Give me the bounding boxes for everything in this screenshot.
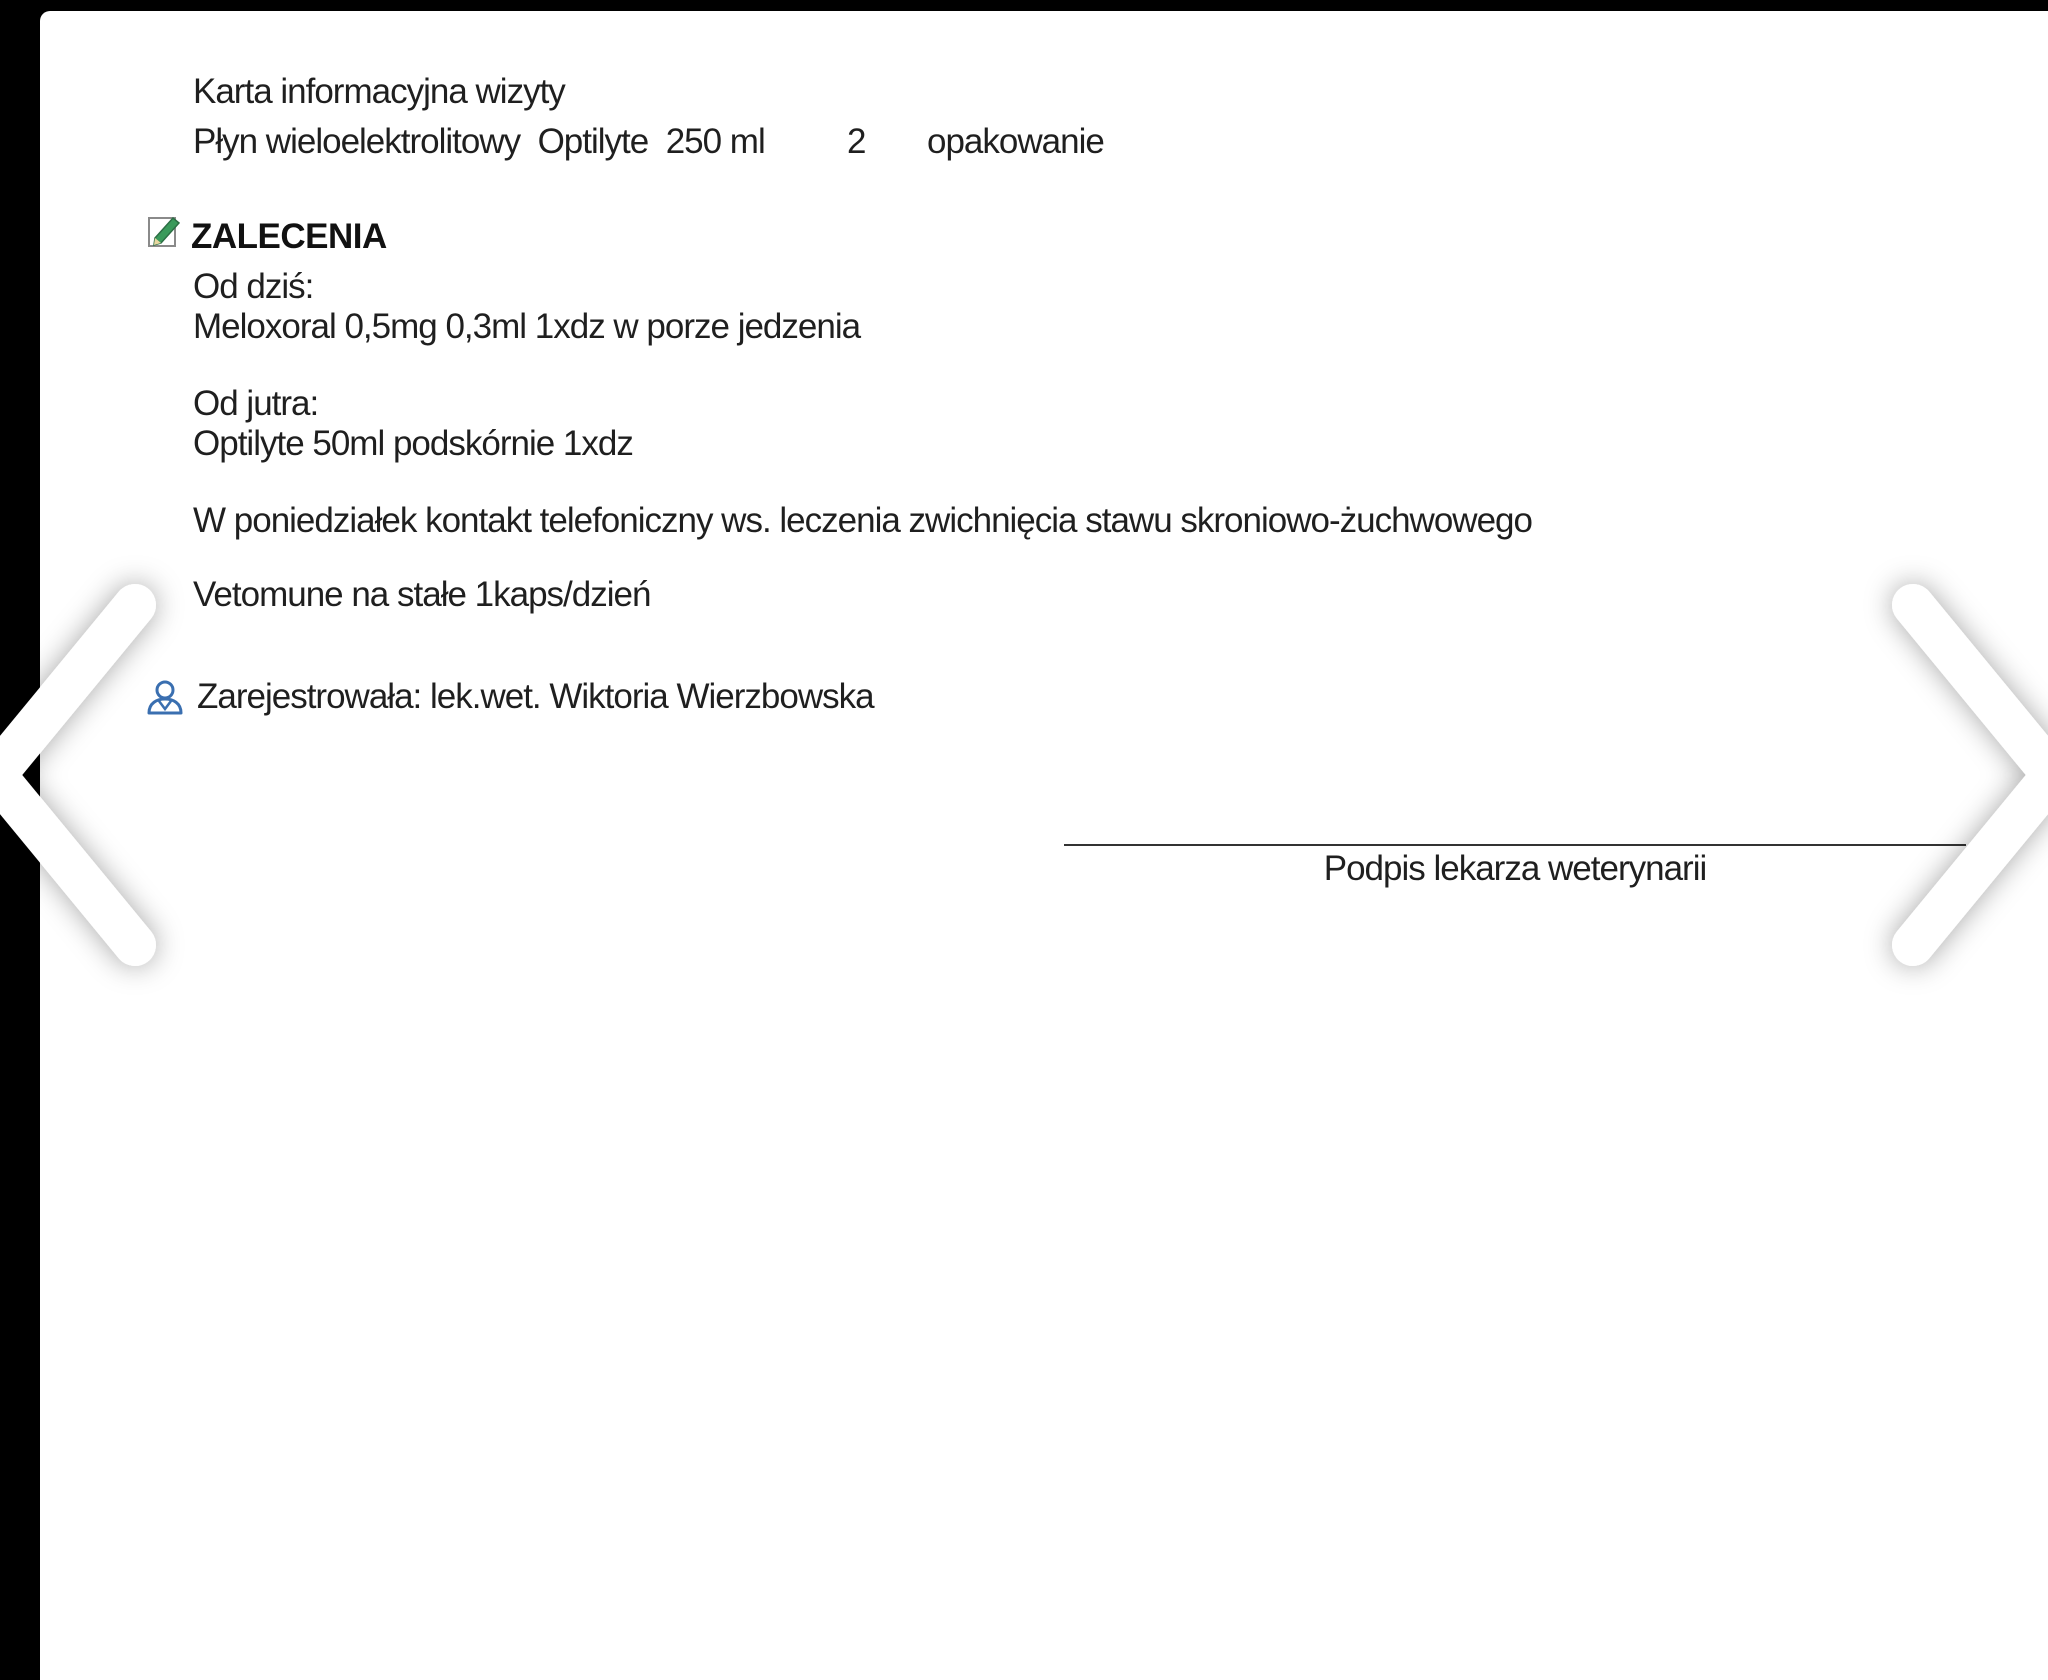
tomorrow-label: Od jutra: bbox=[193, 384, 319, 423]
pencil-note-icon[interactable] bbox=[147, 212, 183, 248]
document-title: Karta informacyjna wizyty bbox=[193, 72, 565, 111]
document-page[interactable] bbox=[40, 11, 2048, 1680]
signature-label: Podpis lekarza weterynarii bbox=[1323, 849, 1707, 888]
section-heading: ZALECENIA bbox=[191, 217, 387, 256]
next-page-button[interactable] bbox=[1858, 560, 2048, 1080]
monday-note: W poniedziałek kontakt telefoniczny ws. leczenia zwichnięcia stawu skroniowo-żuchwowego bbox=[193, 501, 1532, 540]
previous-page-button[interactable] bbox=[0, 560, 190, 1080]
today-text: Meloxoral 0,5mg 0,3ml 1xdz w porze jedzenia bbox=[193, 307, 861, 346]
item-name: Płyn wieloelektrolitowy Optilyte 250 ml bbox=[193, 122, 765, 161]
registered-by: Zarejestrowała: lek.wet. Wiktoria Wierzbowska bbox=[197, 677, 874, 716]
signature-line bbox=[1064, 844, 1966, 846]
supplement-note: Vetomune na stałe 1kaps/dzień bbox=[193, 575, 651, 614]
document-content bbox=[40, 11, 2048, 1680]
today-label: Od dziś: bbox=[193, 267, 314, 306]
tomorrow-text: Optilyte 50ml podskórnie 1xdz bbox=[193, 424, 633, 463]
chevron-right-icon bbox=[1858, 560, 2048, 1080]
item-quantity: 2 bbox=[847, 122, 866, 161]
chevron-left-icon bbox=[0, 560, 190, 1080]
item-unit: opakowanie bbox=[927, 122, 1104, 161]
